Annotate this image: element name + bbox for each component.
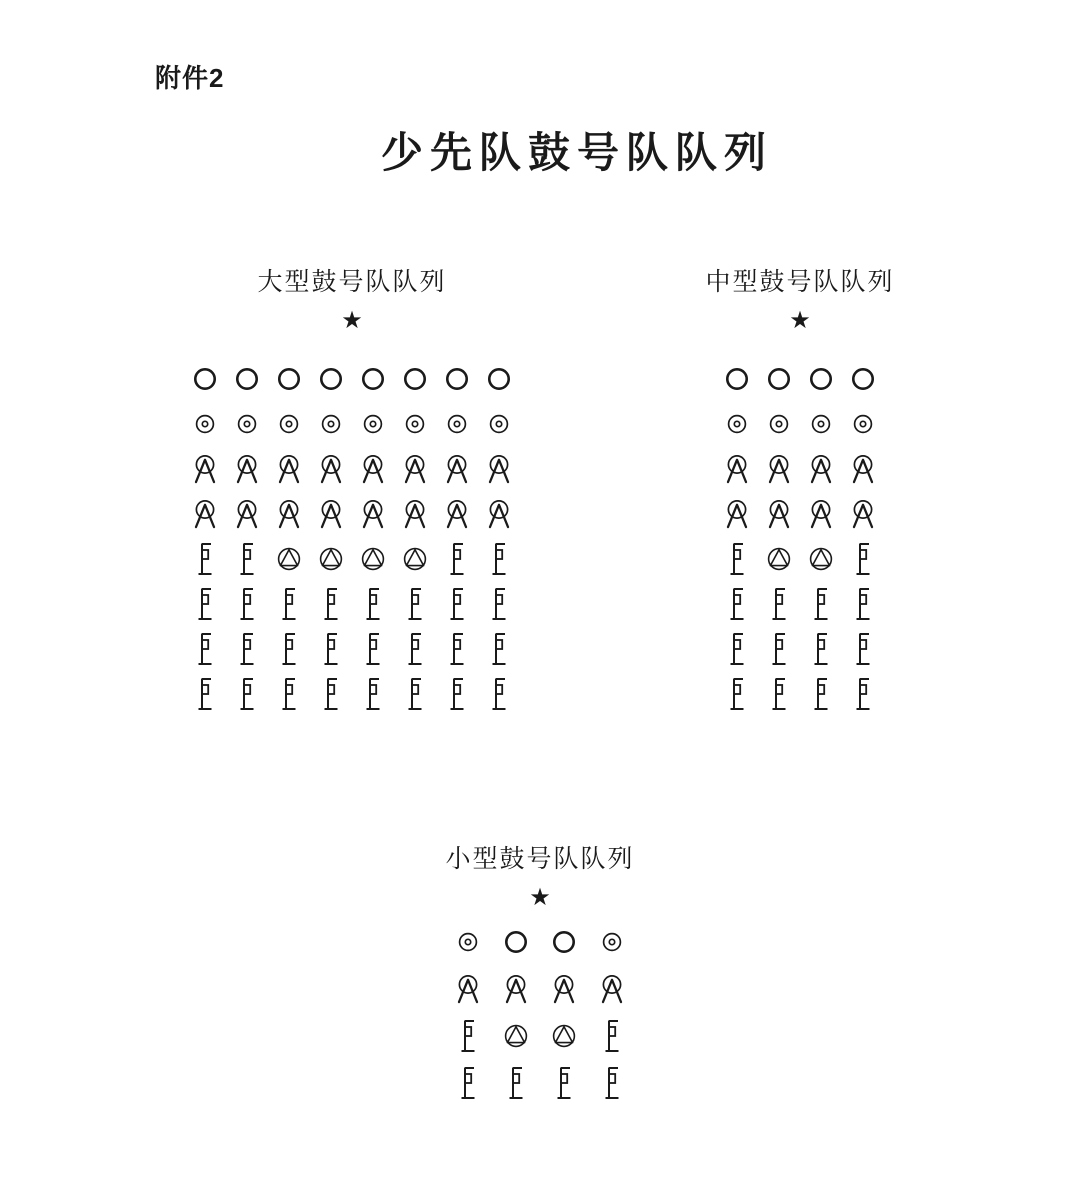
flag-icon <box>478 626 520 671</box>
flag-icon <box>436 626 478 671</box>
flag-icon <box>310 671 352 716</box>
flag-icon <box>394 671 436 716</box>
formation-large-title: 大型鼓号队队列 <box>257 269 447 296</box>
formation-row <box>716 671 884 716</box>
flag-icon <box>842 626 884 671</box>
flag-icon <box>436 581 478 626</box>
formation-row <box>184 356 520 401</box>
open-circle-icon <box>800 356 842 401</box>
caret-circle-icon <box>436 491 478 536</box>
formation-row <box>716 626 884 671</box>
double-circle-icon <box>184 401 226 446</box>
star-icon: ★ <box>789 306 811 334</box>
caret-circle-icon <box>310 446 352 491</box>
flag-icon <box>394 581 436 626</box>
open-circle-icon <box>842 356 884 401</box>
flag-icon <box>184 671 226 716</box>
caret-circle-icon <box>444 965 492 1012</box>
double-circle-icon <box>268 401 310 446</box>
caret-circle-icon <box>310 491 352 536</box>
double-circle-icon <box>800 401 842 446</box>
flag-icon <box>310 626 352 671</box>
flag-icon <box>588 1059 636 1106</box>
flag-icon <box>226 671 268 716</box>
formation-row <box>184 401 520 446</box>
formation-row <box>444 918 636 965</box>
flag-icon <box>268 581 310 626</box>
formation-large-grid <box>184 356 520 716</box>
flag-icon <box>842 536 884 581</box>
formation-row <box>184 626 520 671</box>
formation-row <box>444 1012 636 1059</box>
triangle-circle-icon <box>492 1012 540 1059</box>
flag-icon <box>436 536 478 581</box>
triangle-circle-icon <box>310 536 352 581</box>
caret-circle-icon <box>492 965 540 1012</box>
open-circle-icon <box>716 356 758 401</box>
triangle-circle-icon <box>800 536 842 581</box>
flag-icon <box>716 536 758 581</box>
flag-icon <box>800 671 842 716</box>
flag-icon <box>352 581 394 626</box>
flag-icon <box>758 581 800 626</box>
flag-icon <box>268 671 310 716</box>
triangle-circle-icon <box>394 536 436 581</box>
flag-icon <box>478 536 520 581</box>
open-circle-icon <box>268 356 310 401</box>
open-circle-icon <box>184 356 226 401</box>
open-circle-icon <box>226 356 268 401</box>
open-circle-icon <box>478 356 520 401</box>
flag-icon <box>310 581 352 626</box>
flag-icon <box>394 626 436 671</box>
flag-icon <box>758 671 800 716</box>
formation-small-title: 小型鼓号队队列 <box>445 846 635 873</box>
flag-icon <box>436 671 478 716</box>
open-circle-icon <box>540 918 588 965</box>
flag-icon <box>716 581 758 626</box>
formation-row <box>444 965 636 1012</box>
caret-circle-icon <box>352 446 394 491</box>
double-circle-icon <box>444 918 492 965</box>
formation-row <box>716 401 884 446</box>
caret-circle-icon <box>184 491 226 536</box>
caret-circle-icon <box>800 446 842 491</box>
caret-circle-icon <box>588 965 636 1012</box>
flag-icon <box>492 1059 540 1106</box>
flag-icon <box>226 536 268 581</box>
formation-medium-title: 中型鼓号队队列 <box>705 269 895 296</box>
open-circle-icon <box>436 356 478 401</box>
star-icon: ★ <box>341 306 363 334</box>
formation-row <box>184 671 520 716</box>
formation-row <box>716 491 884 536</box>
page-title: 少先队鼓号队队列 <box>380 131 774 177</box>
double-circle-icon <box>352 401 394 446</box>
formation-row <box>184 491 520 536</box>
open-circle-icon <box>352 356 394 401</box>
flag-icon <box>800 581 842 626</box>
star-icon: ★ <box>529 883 551 911</box>
flag-icon <box>716 671 758 716</box>
formation-large <box>184 262 520 722</box>
flag-icon <box>478 671 520 716</box>
caret-circle-icon <box>540 965 588 1012</box>
formation-medium-grid <box>716 356 884 716</box>
flag-icon <box>184 581 226 626</box>
double-circle-icon <box>588 918 636 965</box>
flag-icon <box>226 581 268 626</box>
double-circle-icon <box>310 401 352 446</box>
flag-icon <box>842 671 884 716</box>
caret-circle-icon <box>226 446 268 491</box>
formation-row <box>716 446 884 491</box>
triangle-circle-icon <box>758 536 800 581</box>
caret-circle-icon <box>394 446 436 491</box>
double-circle-icon <box>842 401 884 446</box>
caret-circle-icon <box>352 491 394 536</box>
double-circle-icon <box>478 401 520 446</box>
caret-circle-icon <box>800 491 842 536</box>
double-circle-icon <box>226 401 268 446</box>
flag-icon <box>588 1012 636 1059</box>
flag-icon <box>716 626 758 671</box>
flag-icon <box>444 1059 492 1106</box>
flag-icon <box>842 581 884 626</box>
formation-row <box>716 581 884 626</box>
flag-icon <box>268 626 310 671</box>
triangle-circle-icon <box>268 536 310 581</box>
double-circle-icon <box>716 401 758 446</box>
formation-row <box>184 581 520 626</box>
formation-row <box>184 446 520 491</box>
open-circle-icon <box>758 356 800 401</box>
caret-circle-icon <box>716 491 758 536</box>
triangle-circle-icon <box>540 1012 588 1059</box>
open-circle-icon <box>310 356 352 401</box>
caret-circle-icon <box>226 491 268 536</box>
caret-circle-icon <box>716 446 758 491</box>
flag-icon <box>226 626 268 671</box>
formation-small <box>444 839 636 1109</box>
formation-row <box>716 536 884 581</box>
formation-small-grid <box>444 918 636 1106</box>
formation-row <box>184 536 520 581</box>
triangle-circle-icon <box>352 536 394 581</box>
flag-icon <box>758 626 800 671</box>
formation-row <box>716 356 884 401</box>
caret-circle-icon <box>758 491 800 536</box>
caret-circle-icon <box>842 446 884 491</box>
attachment-label: 附件2 <box>155 63 225 93</box>
caret-circle-icon <box>268 491 310 536</box>
open-circle-icon <box>492 918 540 965</box>
flag-icon <box>352 626 394 671</box>
caret-circle-icon <box>758 446 800 491</box>
caret-circle-icon <box>184 446 226 491</box>
formation-medium <box>705 262 895 722</box>
caret-circle-icon <box>268 446 310 491</box>
caret-circle-icon <box>394 491 436 536</box>
flag-icon <box>184 626 226 671</box>
flag-icon <box>184 536 226 581</box>
double-circle-icon <box>394 401 436 446</box>
flag-icon <box>478 581 520 626</box>
double-circle-icon <box>758 401 800 446</box>
open-circle-icon <box>394 356 436 401</box>
caret-circle-icon <box>436 446 478 491</box>
double-circle-icon <box>436 401 478 446</box>
flag-icon <box>352 671 394 716</box>
caret-circle-icon <box>478 491 520 536</box>
flag-icon <box>800 626 842 671</box>
caret-circle-icon <box>478 446 520 491</box>
flag-icon <box>540 1059 588 1106</box>
formation-row <box>444 1059 636 1106</box>
flag-icon <box>444 1012 492 1059</box>
caret-circle-icon <box>842 491 884 536</box>
